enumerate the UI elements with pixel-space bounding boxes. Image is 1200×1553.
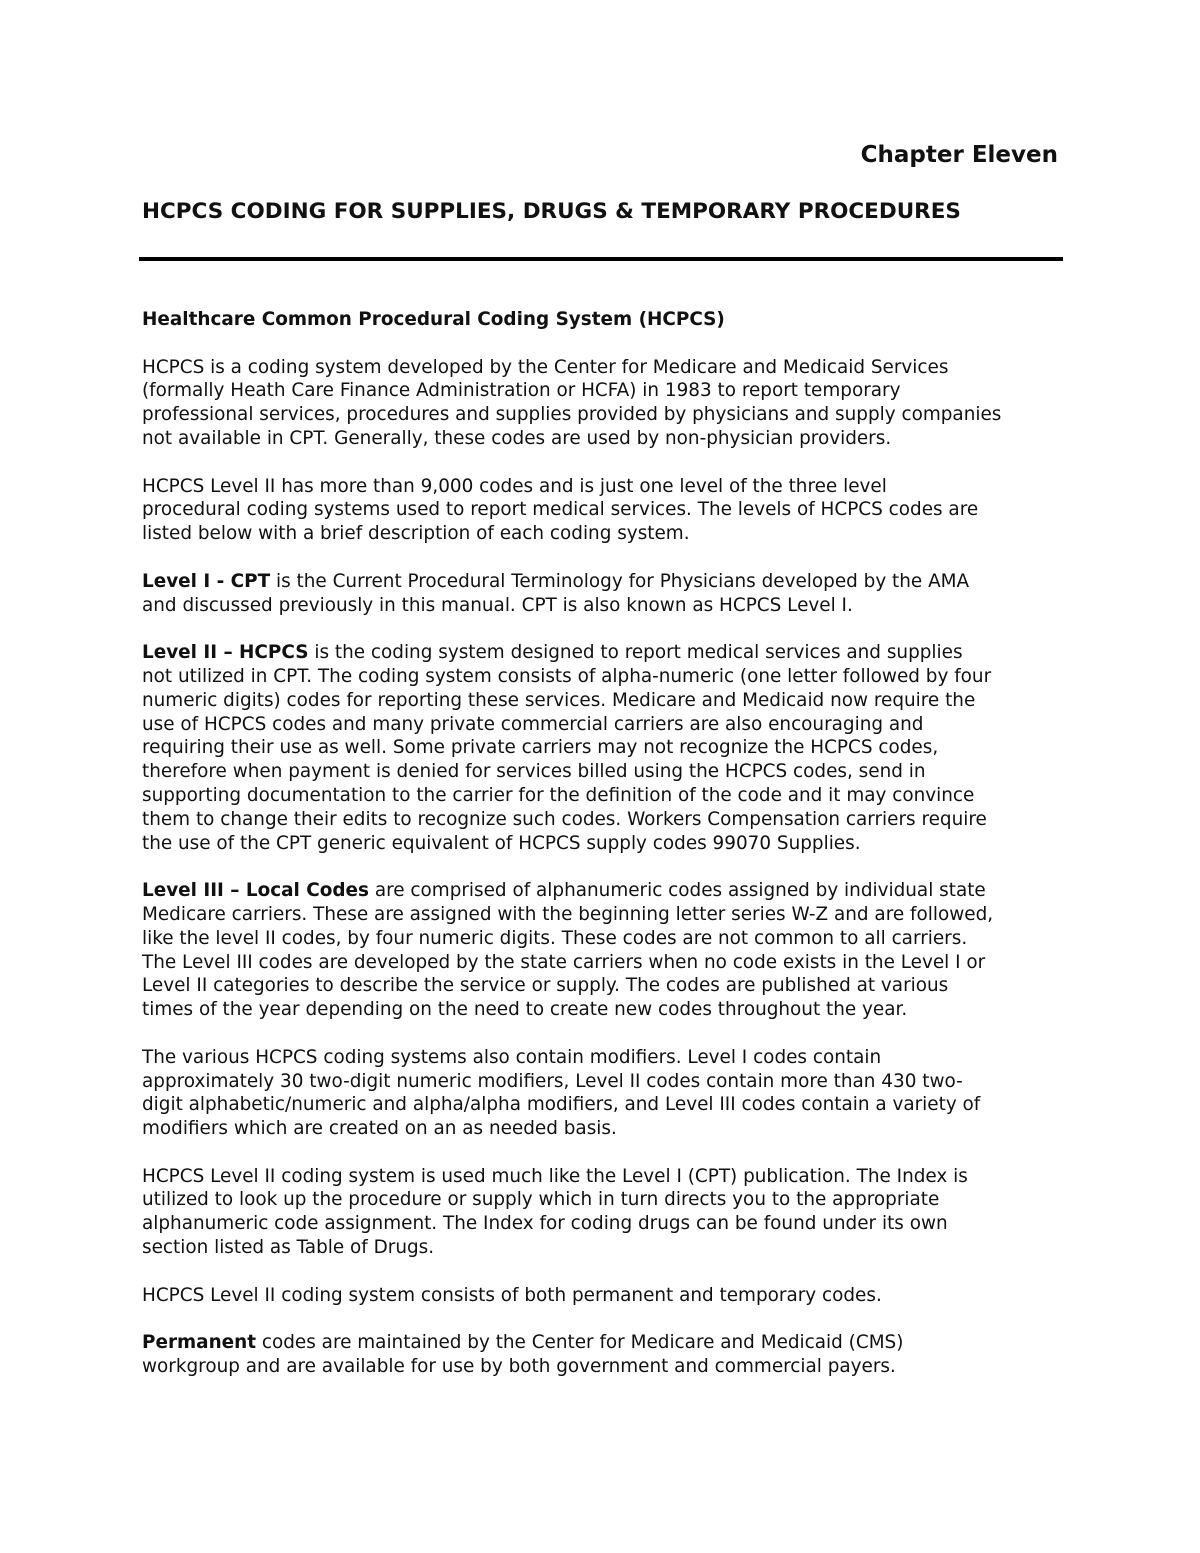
- level-1-term: Level I - CPT: [142, 570, 271, 592]
- paragraph-level-1: [142, 570, 1066, 618]
- paragraph-level-3: [142, 879, 1066, 1022]
- chapter-label: Chapter Eleven: [860, 142, 1058, 168]
- paragraph-modifiers: The various HCPCS coding systems also contain modifiers. Level I codes contain approximately 30 two-digit numeric modifiers, Level II codes contain more than 430 two- digit alphabetic/numeric and alpha/alpha modifiers, and Level III codes contain a variety of modifiers which are created on an as needed basis.: [142, 1046, 981, 1140]
- title-divider: [139, 257, 1063, 261]
- paragraph-permanent: [142, 1331, 1066, 1379]
- document-title: HCPCS CODING FOR SUPPLIES, DRUGS & TEMPORARY PROCEDURES: [142, 199, 961, 224]
- level-2-term: Level II – HCPCS: [142, 642, 309, 664]
- paragraph-index-usage: HCPCS Level II coding system is used much like the Level I (CPT) publication. The Index is utilized to look up the procedure or supply which in turn directs you to the appropriate alphanumeric code assignment. The Index for coding drugs can be found under its own section listed as Table of Drugs.: [142, 1165, 968, 1259]
- document-body: [142, 308, 1066, 1403]
- level-1-description: is the Current Procedural Terminology for Physicians developed by the AMA and discussed previously in this manual. CPT is also known as HCPCS Level I.: [142, 570, 970, 616]
- level-3-term: Level III – Local Codes: [142, 880, 369, 902]
- paragraph-level-2: [142, 641, 1066, 855]
- level-3-description: are comprised of alphanumeric codes assigned by individual state Medicare carriers. These are assigned with the beginning letter series W-Z and are followed, like the level II codes, by four numeric digits. These codes are not common to all carriers. The Level III codes are developed by the state carriers when no code exists in the Level I or Level II categories to describe the service or supply. The codes are published at various times of the year depending on the need to create new codes throughout the year.: [142, 880, 994, 1021]
- paragraph-intro: HCPCS is a coding system developed by the Center for Medicare and Medicaid Services (formally Heath Care Finance Administration or HCFA) in 1983 to report temporary professional services, procedures and supplies provided by physicians and supply companies not available in CPT. Generally, these codes are used by non-physician providers.: [142, 356, 1002, 449]
- level-2-description: is the coding system designed to report medical services and supplies not utilized in CPT. The coding system consists of alpha-numeric (one letter followed by four numeric digits) codes for reporting these services. Medicare and Medicaid now require the use of HCPCS codes and many private commercial carriers are also encouraging and requiring their use as well. Some private carriers may not recognize the HCPCS codes, therefore when payment is denied for services billed using the HCPCS codes, send in supporting documentation to the carrier for the definition of the code and it may convince them to change their edits to recognize such codes. Workers Compensation carriers require the use of the CPT generic equivalent of HCPCS supply codes 99070 Supplies.: [142, 642, 992, 854]
- paragraph-levels-overview: HCPCS Level II has more than 9,000 codes and is just one level of the three level procedural coding systems used to report medical services. The levels of HCPCS codes are listed below with a brief description of each coding system.: [142, 475, 979, 545]
- permanent-description: codes are maintained by the Center for Medicare and Medicaid (CMS) workgroup and are available for use by both government and commercial payers.: [142, 1332, 904, 1378]
- section-heading: Healthcare Common Procedural Coding System (HCPCS): [142, 309, 725, 330]
- paragraph-code-types: HCPCS Level II coding system consists of both permanent and temporary codes.: [142, 1284, 882, 1306]
- permanent-term: Permanent: [142, 1332, 257, 1354]
